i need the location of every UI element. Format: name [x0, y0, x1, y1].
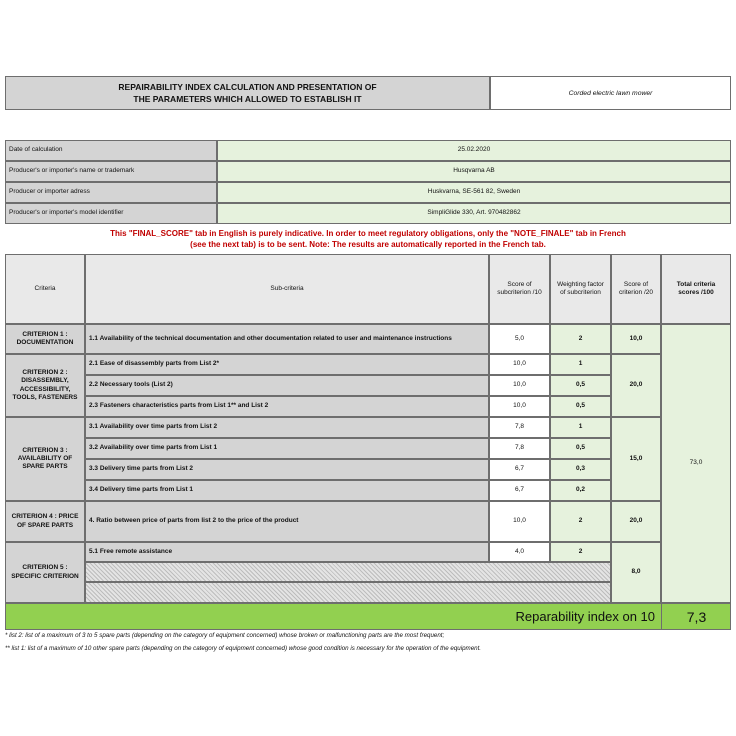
weight-cell: 2	[550, 324, 611, 354]
col-header-weighting: Weighting factor of subcriterion	[550, 254, 611, 324]
sub-score-cell: 6,7	[489, 480, 550, 501]
weight-cell: 0,3	[550, 459, 611, 480]
criterion-1: CRITERION 1 : DOCUMENTATION	[5, 324, 85, 354]
criterion-3: CRITERION 3 : AVAILABILITY OF SPARE PARTS	[5, 417, 85, 501]
info-label-model: Producer's or importer's model identifier	[5, 203, 217, 224]
sub-criterion-row: 3.3 Delivery time parts from List 2	[85, 459, 489, 480]
product-type: Corded electric lawn mower	[568, 89, 653, 97]
total-criteria-score: 73,0	[661, 324, 731, 603]
footnote-list-1: ** list 1: list of a maximum of 10 other spare parts (depending on the category of equipment concerned) whose good condition is necessary for the operation of the equipment.	[5, 645, 482, 652]
sub-criterion-row: 1.1 Availability of the technical documentation and other documentation related to user and maintenance instructions	[85, 324, 489, 354]
weight-cell: 0,5	[550, 396, 611, 417]
sub-score-cell: 10,0	[489, 501, 550, 542]
sub-score-cell: 5,0	[489, 324, 550, 354]
notice-line-2: (see the next tab) is to be sent. Note: The results are automatically reported in the French tab.	[190, 240, 546, 249]
sub-score-cell: 10,0	[489, 354, 550, 375]
notice	[5, 224, 731, 254]
criterion-2: CRITERION 2 : DISASSEMBLY, ACCESSIBILITY, TOOLS, FASTENERS	[5, 354, 85, 417]
title-cell	[5, 76, 490, 110]
criterion-3-score: 15,0	[611, 417, 661, 501]
reparability-index-label: Reparability index on 10	[515, 609, 655, 624]
sub-criterion-row: 3.1 Availability over time parts from List 2	[85, 417, 489, 438]
criterion-5-score: 8,0	[611, 542, 661, 603]
weight-cell: 0,5	[550, 375, 611, 396]
info-value-name: Husqvarna AB	[217, 161, 731, 182]
product-type-cell	[490, 76, 731, 110]
hatched-empty-row	[85, 582, 611, 603]
criterion-2-score: 20,0	[611, 354, 661, 417]
criterion-5: CRITERION 5 : SPECIFIC CRITERION	[5, 542, 85, 603]
sub-score-cell: 7,8	[489, 417, 550, 438]
sub-criterion-row: 3.4 Delivery time parts from List 1	[85, 480, 489, 501]
reparability-index-value: 7,3	[661, 603, 731, 630]
sub-criterion-row: 4. Ratio between price of parts from list 2 to the price of the product	[85, 501, 489, 542]
col-header-score-sub: Score of subcriterion /10	[489, 254, 550, 324]
sub-criterion-row: 2.3 Fasteners characteristics parts from List 1** and List 2	[85, 396, 489, 417]
weight-cell: 0,2	[550, 480, 611, 501]
info-label-name: Producer's or importer's name or trademark	[5, 161, 217, 182]
hatched-empty-row	[85, 562, 611, 582]
title-line-2: THE PARAMETERS WHICH ALLOWED TO ESTABLISH IT	[133, 94, 362, 104]
criterion-4: CRITERION 4 : PRICE OF SPARE PARTS	[5, 501, 85, 542]
sub-score-cell: 7,8	[489, 438, 550, 459]
col-header-sub-criteria: Sub-criteria	[85, 254, 489, 324]
info-value-model: SimpliGlide 330, Art. 970482862	[217, 203, 731, 224]
footnote-list-2: * list 2: list of a maximum of 3 to 5 spare parts (depending on the category of equipment concerned) whose broken or malfunctioning parts are the most frequent;	[5, 632, 445, 639]
col-header-criteria: Criteria	[5, 254, 85, 324]
col-header-score-crit: Score of criterion /20	[611, 254, 661, 324]
info-value-address: Huskvarna, SE-561 82, Sweden	[217, 182, 731, 203]
sub-criterion-row: 2.1 Ease of disassembly parts from List 2*	[85, 354, 489, 375]
sub-criterion-row: 3.2 Availability over time parts from List 1	[85, 438, 489, 459]
weight-cell: 1	[550, 417, 611, 438]
info-value-date: 25.02.2020	[217, 140, 731, 161]
sub-score-cell: 6,7	[489, 459, 550, 480]
criterion-4-score: 20,0	[611, 501, 661, 542]
sub-score-cell: 10,0	[489, 375, 550, 396]
weight-cell: 2	[550, 501, 611, 542]
weight-cell: 1	[550, 354, 611, 375]
weight-cell: 2	[550, 542, 611, 562]
info-label-address: Producer or importer adress	[5, 182, 217, 203]
sub-score-cell: 10,0	[489, 396, 550, 417]
title-line-1: REPAIRABILITY INDEX CALCULATION AND PRESENTATION OF	[118, 81, 377, 92]
info-label-date: Date of calculation	[5, 140, 217, 161]
sub-criterion-row: 2.2 Necessary tools (List 2)	[85, 375, 489, 396]
sub-criterion-row: 5.1 Free remote assistance	[85, 542, 489, 562]
criterion-1-score: 10,0	[611, 324, 661, 354]
sub-score-cell: 4,0	[489, 542, 550, 562]
col-header-total: Total criteria scores /100	[661, 254, 731, 324]
notice-line-1: This "FINAL_SCORE" tab in English is purely indicative. In order to meet regulatory obligations, only the "NOTE_FINALE" tab in French	[110, 228, 626, 238]
weight-cell: 0,5	[550, 438, 611, 459]
